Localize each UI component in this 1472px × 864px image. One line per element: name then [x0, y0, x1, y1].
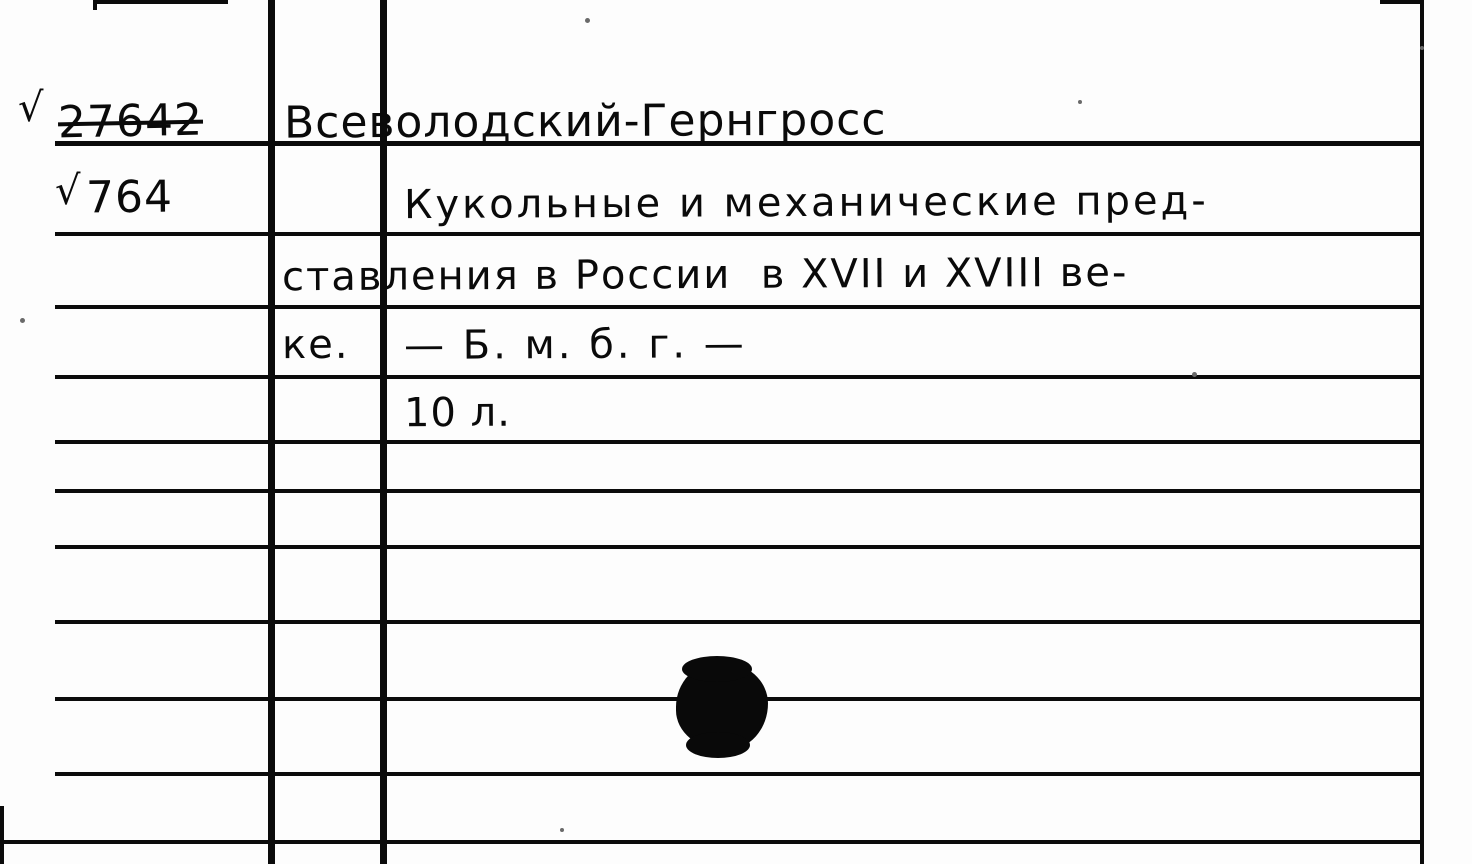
card-frame-top-right [1380, 0, 1424, 4]
speck [1420, 46, 1424, 50]
shelf-number: 764 [85, 171, 174, 224]
ruled-line-11 [55, 840, 1423, 844]
ruled-line-7 [55, 545, 1423, 549]
ruled-line-3 [55, 305, 1423, 309]
speck [585, 18, 590, 23]
title-line-3: ке. [281, 321, 350, 369]
ink-blot-mark [676, 662, 768, 750]
ruled-line-4 [55, 375, 1423, 379]
ruled-line-5 [55, 440, 1423, 444]
accession-checkmark-icon: √ [18, 85, 44, 131]
title-line-2: ставления в России в XVII и XVIII ве- [281, 249, 1129, 301]
title-line-1: Кукольные и механические пред- [403, 177, 1209, 229]
ruled-line-6 [55, 489, 1423, 493]
card-frame-top [96, 0, 228, 4]
speck [1192, 372, 1197, 377]
vertical-rule-1 [268, 0, 275, 864]
shelf-checkmark-icon: √ [55, 168, 81, 214]
card-frame-left-tick [93, 0, 97, 10]
extent: 10 л. [403, 389, 512, 437]
imprint: — Б. м. б. г. — [403, 321, 747, 369]
speck [20, 318, 25, 323]
card-frame-right-edge [1420, 0, 1424, 864]
speck [1078, 100, 1082, 104]
ruled-line-10 [55, 772, 1423, 776]
author-heading: Всеволодский-Гернгросс [283, 94, 887, 149]
speck [560, 828, 564, 832]
card-frame-left-edge [0, 806, 4, 864]
accession-number: 27642 [57, 94, 204, 149]
ruled-line-8 [55, 620, 1423, 624]
ruled-line-2 [55, 232, 1423, 236]
